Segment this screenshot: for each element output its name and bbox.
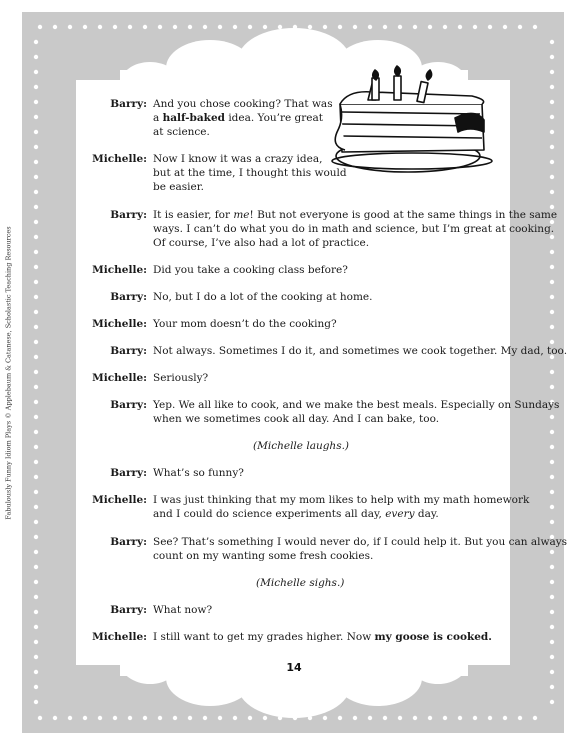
border-dot [248, 25, 252, 29]
border-dot [34, 175, 38, 179]
idiom-bold: my goose is cooked. [374, 631, 492, 643]
border-dot [34, 145, 38, 149]
border-dot [413, 25, 417, 29]
border-dot [34, 430, 38, 434]
border-dot [34, 280, 38, 284]
border-dot [34, 700, 38, 704]
border-dot [34, 190, 38, 194]
border-dot [34, 625, 38, 629]
border-dot [34, 100, 38, 104]
border-dot [68, 716, 72, 720]
border-dot [173, 25, 177, 29]
border-dot [34, 130, 38, 134]
border-dot [188, 716, 192, 720]
border-dot [128, 25, 132, 29]
speaker-barry: Barry: [110, 399, 147, 411]
border-dot [53, 25, 57, 29]
border-dot [550, 295, 554, 299]
border-dot [550, 175, 554, 179]
border-dot [488, 716, 492, 720]
border-dot [368, 716, 372, 720]
dialogue-line: And you chose cooking? That was [153, 98, 333, 110]
border-dot [550, 190, 554, 194]
border-dot [550, 640, 554, 644]
border-dot [143, 716, 147, 720]
border-dot [398, 716, 402, 720]
dialogue-line: I still want to get my grades higher. Now my goose is cooked. [153, 631, 492, 643]
border-dot [158, 25, 162, 29]
border-dot [34, 670, 38, 674]
side-credit: Fabulously Funny Idiom Plays © Applebaum & Catanese, Scholastic Teaching Resources [5, 226, 14, 520]
border-dot [368, 25, 372, 29]
border-dot [550, 145, 554, 149]
border-dot [38, 25, 42, 29]
border-dot [518, 716, 522, 720]
idiom-bold: half-baked [162, 112, 225, 124]
dialogue-line: What’s so funny? [153, 467, 244, 479]
dialogue-line: No, but I do a lot of the cooking at home. [153, 291, 373, 303]
border-dot [383, 25, 387, 29]
border-dot [34, 355, 38, 359]
border-dot [263, 716, 267, 720]
dialogue-line: Not always. Sometimes I do it, and sometimes we cook together. My dad, too. [153, 345, 568, 357]
dialogue-line: Yep. We all like to cook, and we make the best meals. Especially on Sundays [153, 399, 560, 411]
border-dot [413, 716, 417, 720]
speaker-barry: Barry: [110, 467, 147, 479]
speaker-barry: Barry: [110, 98, 147, 110]
border-dot [323, 25, 327, 29]
dialogue-line: Now I know it was a crazy idea, [153, 153, 323, 165]
border-dot [34, 595, 38, 599]
border-dot [218, 716, 222, 720]
border-dot [34, 370, 38, 374]
border-dot [83, 716, 87, 720]
border-dot [550, 685, 554, 689]
dialogue-line: count on my wanting some fresh cookies. [153, 550, 374, 562]
dialogue-line: It is easier, for me! But not everyone is good at the same things in the same [153, 209, 558, 221]
border-dot [34, 490, 38, 494]
speaker-barry: Barry: [110, 604, 147, 616]
border-dot [550, 415, 554, 419]
border-dot [458, 25, 462, 29]
border-dot [550, 700, 554, 704]
border-dot [550, 550, 554, 554]
border-dot [98, 25, 102, 29]
page-number: 14 [286, 661, 302, 674]
border-dot [550, 250, 554, 254]
border-dot [550, 40, 554, 44]
border-dot [550, 325, 554, 329]
border-dot [550, 580, 554, 584]
border-dot [34, 475, 38, 479]
border-dot [550, 520, 554, 524]
border-dot [34, 415, 38, 419]
border-dot [428, 25, 432, 29]
border-dot [550, 115, 554, 119]
border-dot [550, 70, 554, 74]
border-dot [550, 610, 554, 614]
border-dot [550, 280, 554, 284]
speaker-michelle: Michelle: [92, 372, 147, 384]
border-dot [128, 716, 132, 720]
border-dot [34, 220, 38, 224]
border-dot [34, 85, 38, 89]
border-dot [550, 160, 554, 164]
border-dot [550, 505, 554, 509]
border-dot [34, 505, 38, 509]
stage-direction: (Michelle laughs.) [253, 440, 350, 452]
dialogue-line: What now? [153, 604, 213, 616]
border-dot [34, 310, 38, 314]
border-dot [113, 25, 117, 29]
dialogue-line: but at the time, I thought this would [153, 167, 347, 179]
border-dot [458, 716, 462, 720]
border-dot [34, 655, 38, 659]
border-dot [503, 716, 507, 720]
border-dot [203, 716, 207, 720]
border-dot [34, 160, 38, 164]
border-dot [34, 685, 38, 689]
border-dot [278, 25, 282, 29]
speaker-michelle: Michelle: [92, 264, 147, 276]
border-dot [263, 25, 267, 29]
border-dot [550, 565, 554, 569]
border-dot [53, 716, 57, 720]
speaker-barry: Barry: [110, 209, 147, 221]
dialogue-line: ways. I can’t do what you do in math and science, but I’m great at cooking. [153, 223, 555, 235]
border-dot [550, 670, 554, 674]
border-dot [34, 205, 38, 209]
dialogue-line: be easier. [153, 181, 204, 193]
border-dot [34, 235, 38, 239]
dialogue-line: at science. [153, 126, 210, 138]
border-dot [308, 25, 312, 29]
dialogue-line: Of course, I’ve also had a lot of practice. [153, 237, 370, 249]
speaker-barry: Barry: [110, 291, 147, 303]
border-dot [550, 265, 554, 269]
border-dot [518, 25, 522, 29]
border-dot [353, 25, 357, 29]
border-dot [34, 400, 38, 404]
border-dot [68, 25, 72, 29]
dialogue-line: when we sometimes cook all day. And I can bake, too. [153, 413, 440, 425]
border-dot [488, 25, 492, 29]
border-dot [550, 55, 554, 59]
border-dot [533, 25, 537, 29]
speaker-michelle: Michelle: [92, 153, 147, 165]
border-dot [188, 25, 192, 29]
border-dot [34, 610, 38, 614]
dialogue-line: Did you take a cooking class before? [153, 264, 348, 276]
speaker-michelle: Michelle: [92, 631, 147, 643]
border-dot [34, 385, 38, 389]
border-dot [533, 716, 537, 720]
border-dot [550, 385, 554, 389]
border-dot [428, 716, 432, 720]
border-dot [473, 25, 477, 29]
border-dot [383, 716, 387, 720]
border-dot [34, 580, 38, 584]
dialogue-line: Your mom doesn’t do the cooking? [153, 318, 337, 330]
border-dot [443, 25, 447, 29]
border-dot [203, 25, 207, 29]
border-dot [113, 716, 117, 720]
border-dot [338, 716, 342, 720]
border-dot [233, 716, 237, 720]
border-dot [34, 535, 38, 539]
border-dot [34, 640, 38, 644]
border-dot [218, 25, 222, 29]
border-dot [323, 716, 327, 720]
border-dot [34, 115, 38, 119]
border-dot [550, 460, 554, 464]
border-dot [443, 716, 447, 720]
border-dot [34, 40, 38, 44]
border-dot [503, 25, 507, 29]
border-dot [550, 490, 554, 494]
border-dot [473, 716, 477, 720]
border-dot [34, 55, 38, 59]
border-dot [143, 25, 147, 29]
border-dot [34, 295, 38, 299]
border-dot [248, 716, 252, 720]
border-dot [233, 25, 237, 29]
speaker-michelle: Michelle: [92, 494, 147, 506]
border-dot [34, 340, 38, 344]
border-dot [34, 70, 38, 74]
dialogue-line: and I could do science experiments all day, every day. [153, 508, 439, 520]
border-dot [158, 716, 162, 720]
border-dot [550, 595, 554, 599]
border-dot [83, 25, 87, 29]
speaker-barry: Barry: [110, 536, 147, 548]
border-dot [34, 445, 38, 449]
speaker-barry: Barry: [110, 345, 147, 357]
border-dot [34, 250, 38, 254]
border-dot [34, 550, 38, 554]
border-dot [38, 716, 42, 720]
border-dot [550, 370, 554, 374]
border-dot [34, 265, 38, 269]
dialogue-line: I was just thinking that my mom likes to help with my math homework [153, 494, 530, 506]
border-dot [550, 655, 554, 659]
border-dot [550, 475, 554, 479]
border-dot [173, 716, 177, 720]
border-dot [550, 130, 554, 134]
border-dot [353, 716, 357, 720]
border-dot [34, 520, 38, 524]
border-dot [550, 310, 554, 314]
border-dot [550, 100, 554, 104]
stage-direction: (Michelle sighs.) [256, 577, 345, 589]
border-dot [34, 460, 38, 464]
dialogue-line: a half-baked idea. You’re great [153, 112, 323, 124]
border-dot [550, 445, 554, 449]
border-dot [98, 716, 102, 720]
border-dot [550, 85, 554, 89]
border-dot [550, 625, 554, 629]
border-dot [550, 430, 554, 434]
border-dot [398, 25, 402, 29]
speaker-michelle: Michelle: [92, 318, 147, 330]
border-dot [338, 25, 342, 29]
border-dot [34, 325, 38, 329]
border-dot [34, 565, 38, 569]
dialogue-line: Seriously? [153, 372, 209, 384]
dialogue-line: See? That’s something I would never do, if I could help it. But you can always [153, 536, 568, 548]
